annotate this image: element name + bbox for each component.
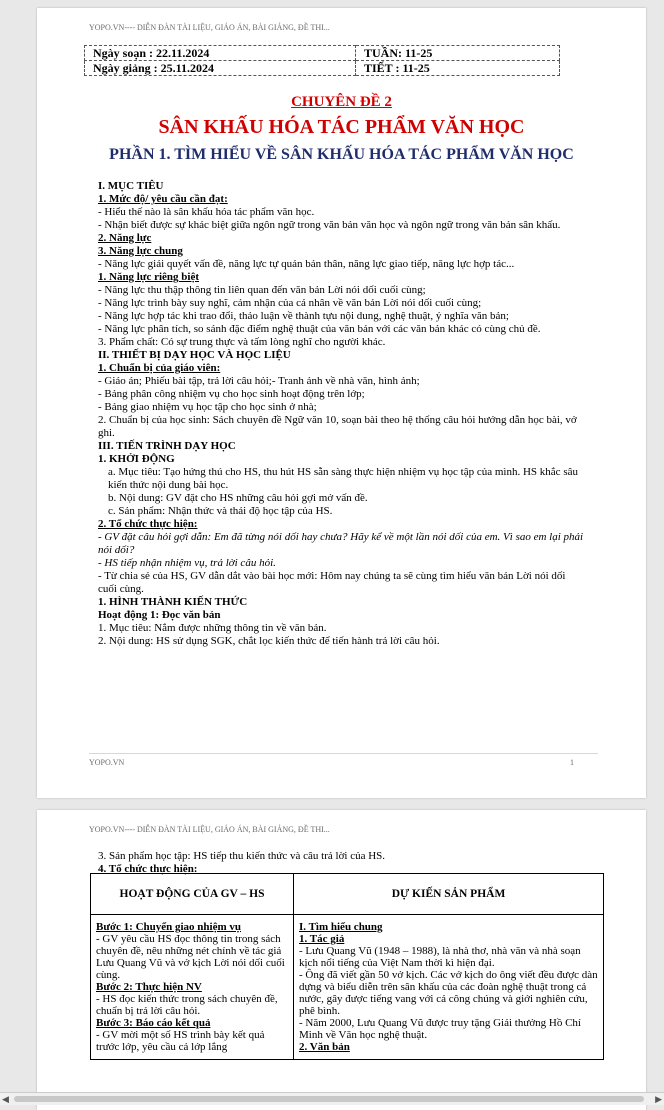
paragraph: a. Mục tiêu: Tạo hứng thú cho HS, thu hút HS sẵn sàng thực hiện nhiệm vụ học tập của mình. HS khắc sâu kiến thức nội dung bài học. (108, 466, 578, 491)
step-heading: Bước 1: Chuyển giao nhiệm vụ (96, 921, 242, 933)
paragraph: 2. Nội dung: HS sử dụng SGK, chắt lọc kiến thức để tiến hành trả lời câu hỏi. (98, 635, 440, 647)
cell-text: - HS đọc kiến thức trong sách chuyên đề, chuẩn bị trả lời câu hỏi. (96, 993, 278, 1017)
cell-heading: 2. Văn bản (299, 1041, 350, 1053)
paragraph: 2. Chuẩn bị của học sinh: Sách chuyên đề Ngữ văn 10, soạn bài theo hệ thống câu hỏi hướng dẫn học bài, vở ghi. (98, 414, 577, 439)
scrollbar-thumb[interactable] (14, 1096, 644, 1102)
cell-text: - GV yêu cầu HS đọc thông tin trong sách chuyên đề, nêu những nét chính về tác giả Lưu Quang Vũ và vở kịch Lời nói dối cuối cùng. (96, 933, 285, 981)
paragraph: 3. Sản phẩm học tập: HS tiếp thu kiến thức và câu trả lời của HS. (98, 850, 386, 862)
section-heading: I. MỤC TIÊU (98, 180, 164, 192)
paragraph: - Từ chia sẻ của HS, GV dẫn dắt vào bài học mới: Hôm nay chúng ta sẽ cùng tìm hiểu văn bản Lời nói dối cuối cùng. (98, 570, 566, 595)
page-footer (89, 753, 598, 767)
subheading: 2. Năng lực (98, 232, 152, 244)
subheading: 1. Chuẩn bị của giáo viên: (98, 362, 221, 374)
document-body (98, 180, 586, 648)
cell-text: - Ông đã viết gần 50 vở kịch. Các vở kịch do ông viết đều được dàn dựng và biểu diễn trên sân khấu của các đoàn nghệ thuật trong cả nước, gây được tiếng vang với cả công chúng và giới nghiên cứu, phê bình. (299, 969, 598, 1017)
subheading: 2. Tổ chức thực hiện: (98, 518, 198, 530)
tiet: TIẾT : 11-25 (356, 61, 560, 76)
footer-site: YOPO.VN (89, 758, 125, 767)
table-cell-right (294, 915, 604, 1060)
subheading: Hoạt động 1: Đọc văn bản (98, 609, 221, 621)
paragraph: - Bảng giao nhiệm vụ học tập cho học sinh ở nhà; (98, 401, 317, 413)
ngay-soan: Ngày soạn : 22.11.2024 (85, 46, 356, 61)
chuyen-de-title: CHUYÊN ĐỀ 2 (291, 94, 392, 110)
paragraph: - GV đặt câu hỏi gợi dẫn: Em đã từng nói dối hay chưa? Hãy kể về một lần nói dối của em. Vì sao em lại phải nói dối? (98, 531, 584, 556)
paragraph: - Năng lực trình bày suy nghĩ, cảm nhận của cá nhân về văn bản Lời nói dối cuối cùng; (98, 297, 482, 309)
paragraph: - Bảng phân công nhiệm vụ cho học sinh hoạt động trên lớp; (98, 388, 365, 400)
scroll-right-icon[interactable]: ▶ (655, 1094, 662, 1104)
horizontal-scrollbar[interactable] (0, 1092, 664, 1105)
subheading: 4. Tổ chức thực hiện: (98, 863, 198, 875)
ngay-giang: Ngày giảng : 25.11.2024 (85, 61, 356, 76)
paragraph: - Năng lực giải quyết vấn đề, năng lực tự quản bản thân, năng lực giao tiếp, năng lực hợp tác... (98, 258, 515, 270)
main-title: SÂN KHẤU HÓA TÁC PHẨM VĂN HỌC (158, 116, 525, 138)
paragraph: b. Nội dung: GV đặt cho HS những câu hỏi gợi mở vấn đề. (108, 492, 368, 504)
paragraph: - Năng lực phân tích, so sánh đặc điểm nghệ thuật của văn bản với các văn bản khác có cùng chủ đề. (98, 323, 541, 335)
table-cell-left (91, 915, 294, 1060)
tuan: TUẦN: 11-25 (356, 46, 560, 61)
subheading: 1. KHỞI ĐỘNG (98, 453, 175, 465)
part-title: PHẦN 1. TÌM HIỂU VỀ SÂN KHẤU HÓA TÁC PHẨM VĂN HỌC (109, 146, 574, 163)
scroll-left-icon[interactable]: ◀ (2, 1094, 9, 1104)
paragraph: 3. Phẩm chất: Có sự trung thực và tấm lòng nghĩ cho người khác. (98, 336, 386, 348)
date-table (84, 45, 560, 76)
page-number: 1 (570, 758, 574, 767)
cell-text: - Lưu Quang Vũ (1948 – 1988), là nhà thơ, nhà văn và nhà soạn kịch nổi tiếng của Việt Nam thời kì hiện đại. (299, 945, 581, 969)
paragraph: - Hiểu thế nào là sân khấu hóa tác phẩm văn học. (98, 206, 315, 218)
activity-table (90, 873, 604, 1060)
page-header: YOPO.VN---- DIỄN ĐÀN TÀI LIỆU, GIÁO ÁN, BÀI GIẢNG, ĐỀ THI... (89, 825, 330, 834)
cell-heading: I. Tìm hiểu chung (299, 921, 383, 933)
paragraph: - Năng lực thu thập thông tin liên quan đến văn bản Lời nói dối cuối cùng; (98, 284, 426, 296)
subheading: 1. Mức độ/ yêu cầu cần đạt: (98, 193, 228, 205)
column-header: DỰ KIẾN SẢN PHẨM (294, 874, 604, 915)
section-heading: III. TIẾN TRÌNH DẠY HỌC (98, 440, 236, 452)
paragraph: 1. Mục tiêu: Nắm được những thông tin về văn bản. (98, 622, 327, 634)
document-page-1 (37, 8, 646, 798)
cell-text: - Năm 2000, Lưu Quang Vũ được truy tặng Giải thưởng Hồ Chí Minh về Văn học nghệ thuật. (299, 1017, 581, 1041)
cell-text: - GV mời một số HS trình bày kết quả trước lớp, yêu cầu cả lớp lắng (96, 1029, 265, 1053)
paragraph: - Năng lực hợp tác khi trao đổi, thảo luận về thành tựu nội dung, nghệ thuật, ý nghĩa văn bản; (98, 310, 509, 322)
subheading: 1. Năng lực riêng biệt (98, 271, 200, 283)
section-heading: II. THIẾT BỊ DẠY HỌC VÀ HỌC LIỆU (98, 349, 291, 361)
paragraph: - HS tiếp nhận nhiệm vụ, trả lời câu hỏi. (98, 557, 276, 569)
page-header: YOPO.VN---- DIỄN ĐÀN TÀI LIỆU, GIÁO ÁN, BÀI GIẢNG, ĐỀ THI... (89, 23, 330, 32)
step-heading: Bước 3: Báo cáo kết quả (96, 1017, 211, 1029)
paragraph: c. Sản phẩm: Nhận thức và thái độ học tập của HS. (108, 505, 333, 517)
subheading: 3. Năng lực chung (98, 245, 183, 257)
cell-heading: 1. Tác giả (299, 933, 345, 945)
section-heading: 1. HÌNH THÀNH KIẾN THỨC (98, 596, 248, 608)
step-heading: Bước 2: Thực hiện NV (96, 981, 202, 993)
paragraph: - Giáo án; Phiếu bài tập, trả lời câu hỏi;- Tranh ảnh về nhà văn, hình ảnh; (98, 375, 420, 387)
document-page-2 (37, 810, 646, 1110)
paragraph: - Nhận biết được sự khác biệt giữa ngôn ngữ trong văn bản văn học và ngôn ngữ trong văn bản sân khấu. (98, 219, 561, 231)
column-header: HOẠT ĐỘNG CỦA GV – HS (91, 874, 294, 915)
